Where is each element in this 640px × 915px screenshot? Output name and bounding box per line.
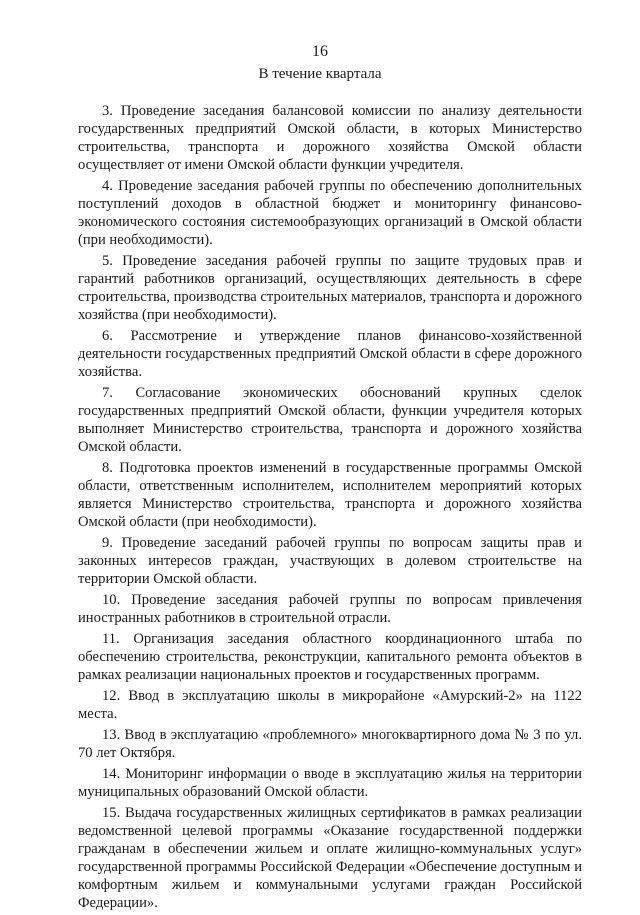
list-item: 13. Ввод в эксплуатацию «проблемного» многоквартирного дома № 3 по ул. 70 лет Октября. xyxy=(78,727,582,761)
list-item: 11. Организация заседания областного координационного штаба по обеспечению строительства, реконструкции, капитального ремонта объектов в рамках реализации национальных проектов и государственных программ. xyxy=(78,631,582,683)
list-item: 4. Проведение заседания рабочей группы по обеспечению дополнительных поступлений доходов в областной бюджет и мониторингу финансово-экономического состояния системообразующих организаций в Омской области (при необходимости). xyxy=(78,178,582,248)
list-item: 5. Проведение заседания рабочей группы по защите трудовых прав и гарантий работников организаций, осуществляющих деятельность в сфере строительства, производства строительных материалов, транспорта и дорожного хозяйства (при необходимости). xyxy=(78,253,582,323)
list-item: 7. Согласование экономических обоснований крупных сделок государственных предприятий Омской области, функции учредителя которых выполняет Министерство строительства, транспорта и дорожного хозяйства Омской области. xyxy=(78,385,582,455)
page-number: 16 xyxy=(312,43,328,60)
list-item: 9. Проведение заседаний рабочей группы по вопросам защиты прав и законных интересов граждан, участвующих в долевом строительстве на территории Омской области. xyxy=(78,535,582,587)
list-item: 6. Рассмотрение и утверждение планов финансово-хозяйственной деятельности государственных предприятий Омской области в сфере дорожного хозяйства. xyxy=(78,328,582,380)
list-item: 15. Выдача государственных жилищных сертификатов в рамках реализации ведомственной целевой программы «Оказание государственной поддержки гражданам в обеспечении жильем и оплате жилищно-коммунальных услуг» государственной программы Российской Федерации «Обеспечение доступным и комфортным жильем и коммунальными услугами граждан Российской Федерации». xyxy=(78,805,582,911)
list-item: 10. Проведение заседания рабочей группы по вопросам привлечения иностранных работников в строительной отрасли. xyxy=(78,592,582,626)
list-item: 3. Проведение заседания балансовой комиссии по анализу деятельности государственных предприятий Омской области, в которых Министерство строительства, транспорта и дорожного хозяйства Омской области осуществляет от имени Омской области функции учредителя. xyxy=(78,103,582,173)
list-item: 8. Подготовка проектов изменений в государственные программы Омской области, ответственным исполнителем, исполнителем мероприятий которых является Министерство строительства, транспорта и дорожного хозяйства Омской области (при необходимости). xyxy=(78,460,582,530)
document-body xyxy=(78,102,582,915)
list-item: 12. Ввод в эксплуатацию школы в микрорайоне «Амурский-2» на 1122 места. xyxy=(78,688,582,722)
section-heading: В течение квартала xyxy=(258,66,382,82)
list-item: 14. Мониторинг информации о вводе в эксплуатацию жилья на территории муниципальных образований Омской области. xyxy=(78,766,582,800)
